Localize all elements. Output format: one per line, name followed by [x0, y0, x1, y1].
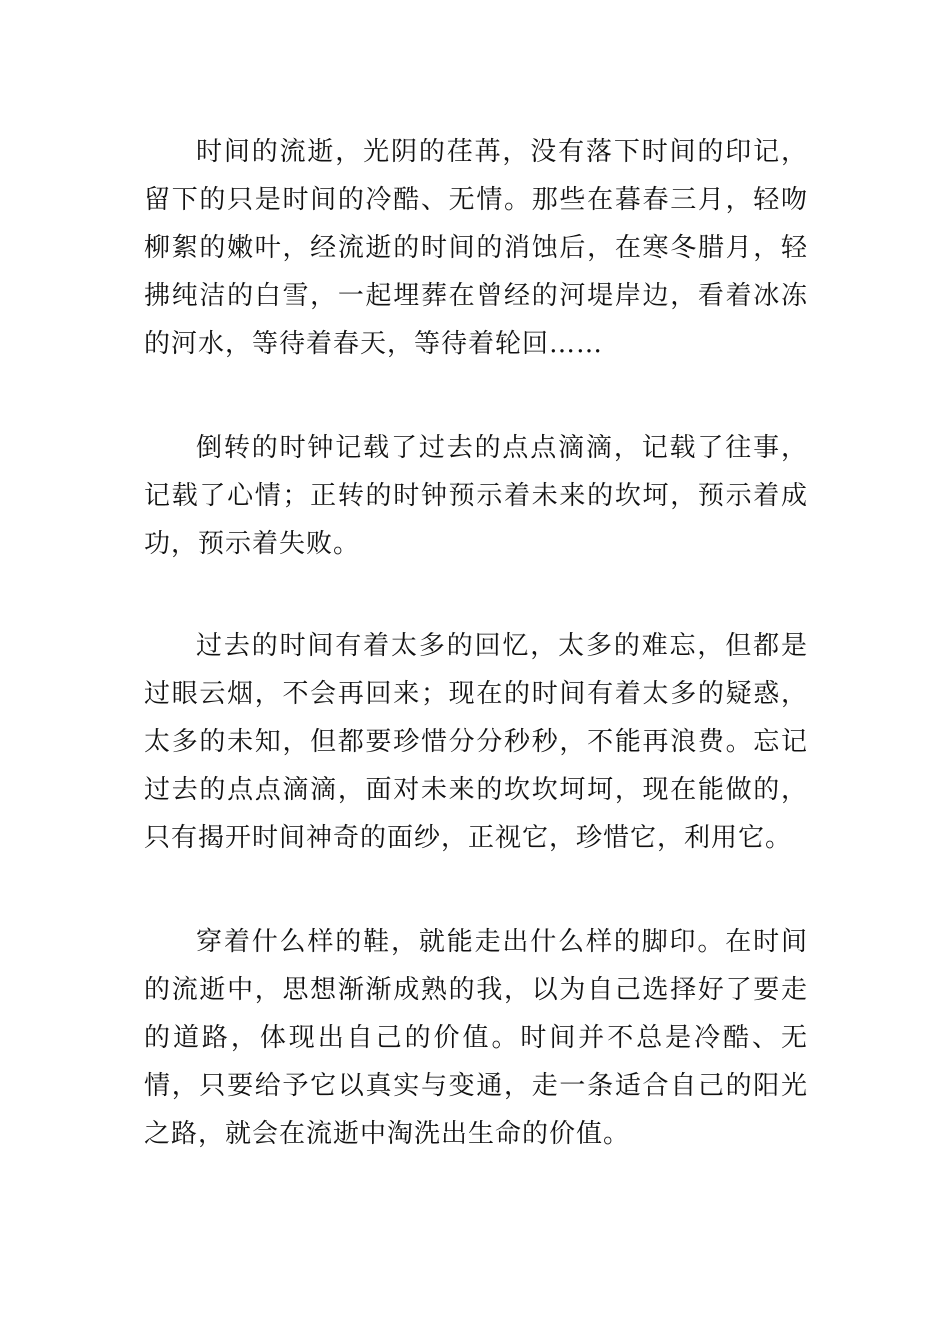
- paragraph: 倒转的时钟记载了过去的点点滴滴，记载了往事，记载了心情；正转的时钟预示着未来的坎坷，预示着成功，预示着失败。: [144, 433, 808, 559]
- paragraph: 时间的流逝，光阴的荏苒，没有落下时间的印记，留下的只是时间的冷酷、无情。那些在暮春三月，轻吻柳絮的嫩叶，经流逝的时间的消蚀后，在寒冬腊月，轻拂纯洁的白雪，一起埋葬在曾经的河堤岸边，看着冰冻的河水，等待着春天，等待着轮回……: [144, 137, 808, 359]
- paragraph: 过去的时间有着太多的回忆，太多的难忘，但都是过眼云烟，不会再回来；现在的时间有着太多的疑惑，太多的未知，但都要珍惜分分秒秒，不能再浪费。忘记过去的点点滴滴，面对未来的坎坎坷坷，现在能做的，只有揭开时间神奇的面纱，正视它，珍惜它，利用它。: [144, 631, 808, 853]
- paragraph: 穿着什么样的鞋，就能走出什么样的脚印。在时间的流逝中，思想渐渐成熟的我，以为自己选择好了要走的道路，体现出自己的价值。时间并不总是冷酷、无情，只要给予它以真实与变通，走一条适合自己的阳光之路，就会在流逝中淘洗出生命的价值。: [144, 927, 808, 1149]
